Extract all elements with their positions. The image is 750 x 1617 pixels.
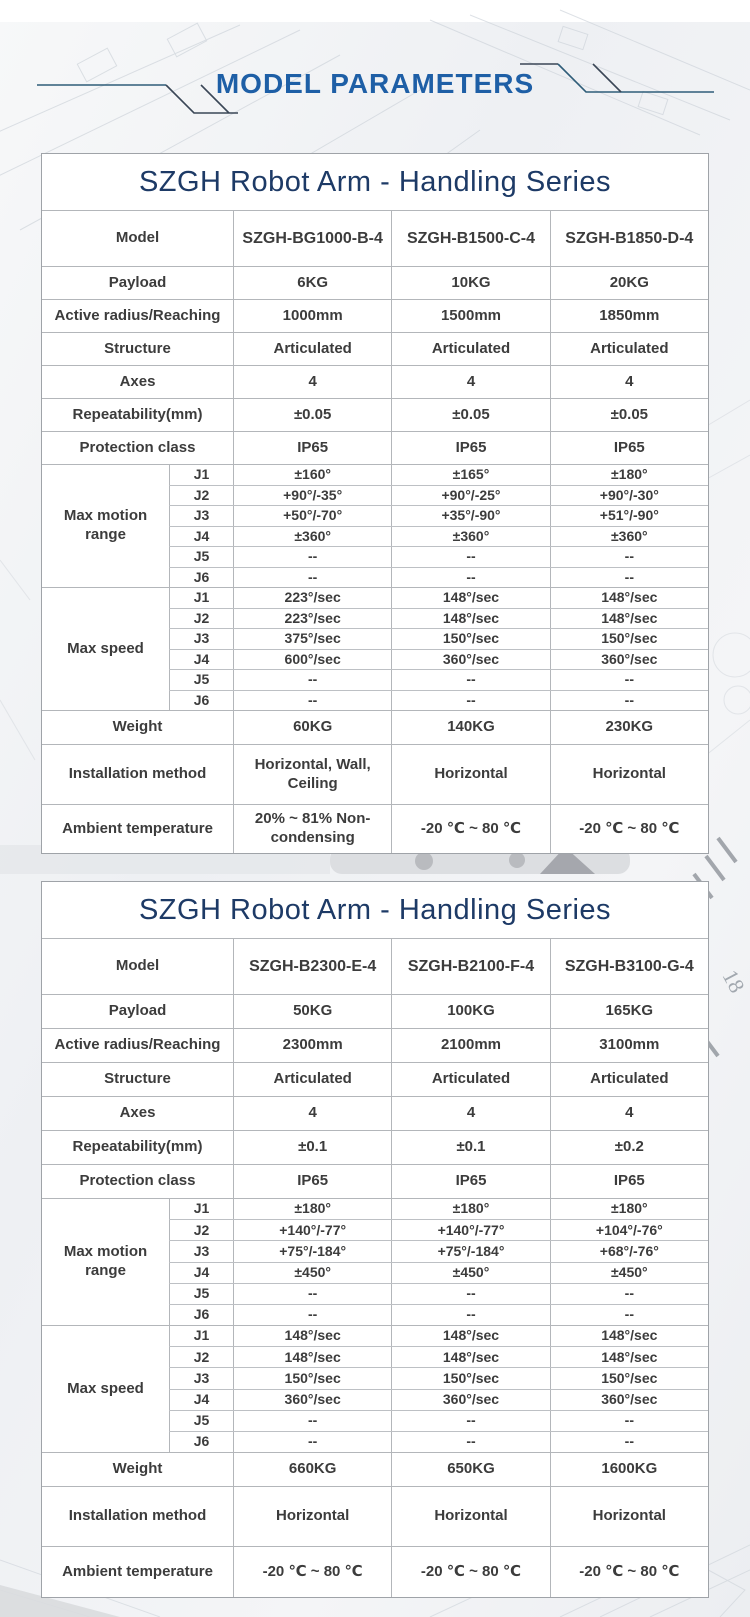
joint-name: J3 xyxy=(169,629,233,649)
joint-value: -- xyxy=(233,1284,391,1304)
row-value: 20KG xyxy=(550,267,708,299)
row-value: 6KG xyxy=(233,267,391,299)
joint-row xyxy=(169,628,708,649)
joint-value: ±160° xyxy=(233,465,391,485)
row-label: Axes xyxy=(119,372,156,390)
row-label: Weight xyxy=(112,718,163,736)
joint-value: +140°/-77° xyxy=(233,1220,391,1240)
row-value: 10KG xyxy=(391,267,549,299)
table-row xyxy=(42,1062,708,1096)
row-value: IP65 xyxy=(550,432,708,464)
joint-value: 148°/sec xyxy=(391,1347,549,1367)
row-label: Max motion range xyxy=(63,1243,148,1279)
page-title: MODEL PARAMETERS xyxy=(215,68,535,99)
joint-value: -- xyxy=(391,1284,549,1304)
row-value: 1850mm xyxy=(550,300,708,332)
row-value: Horizontal xyxy=(550,745,708,804)
joint-value: -- xyxy=(550,568,708,588)
joint-name: J1 xyxy=(169,465,233,485)
row-value: SZGH-BG1000-B-4 xyxy=(233,211,391,266)
row-value: IP65 xyxy=(233,1165,391,1198)
joint-value: -- xyxy=(550,1305,708,1325)
joint-name: J4 xyxy=(169,1263,233,1283)
table-row xyxy=(42,211,708,266)
table-title: SZGH Robot Arm - Handling Series xyxy=(42,154,708,211)
joint-value: 148°/sec xyxy=(550,609,708,629)
joint-value: 360°/sec xyxy=(391,650,549,670)
row-value: Articulated xyxy=(550,1063,708,1096)
row-value: Articulated xyxy=(550,333,708,365)
joint-value: -- xyxy=(550,547,708,567)
row-value: ±0.2 xyxy=(550,1131,708,1164)
row-label: Active radius/Reaching xyxy=(54,1036,221,1054)
joint-value: +51°/-90° xyxy=(550,506,708,526)
table-row xyxy=(42,431,708,464)
joint-row xyxy=(169,1219,708,1240)
row-label: Payload xyxy=(108,273,167,291)
joint-name: J5 xyxy=(169,1411,233,1431)
row-value: Horizontal xyxy=(391,1487,549,1546)
joint-value: -- xyxy=(233,547,391,567)
joint-row xyxy=(169,1410,708,1431)
joint-value: -- xyxy=(233,691,391,711)
joint-value: 360°/sec xyxy=(391,1390,549,1410)
joint-row xyxy=(169,567,708,588)
row-value: 660KG xyxy=(233,1453,391,1486)
row-value: 60KG xyxy=(233,711,391,744)
joint-row xyxy=(169,505,708,526)
joint-name: J6 xyxy=(169,1305,233,1325)
joint-value: 148°/sec xyxy=(391,588,549,608)
joint-name: J6 xyxy=(169,568,233,588)
row-value: SZGH-B3100-G-4 xyxy=(550,939,708,994)
row-label: Max motion range xyxy=(63,507,148,543)
row-value: 2300mm xyxy=(233,1029,391,1062)
table-row xyxy=(42,332,708,365)
row-value: ±0.1 xyxy=(233,1131,391,1164)
table-row xyxy=(42,710,708,744)
row-value: 100KG xyxy=(391,995,549,1028)
joint-value: 148°/sec xyxy=(550,1347,708,1367)
joint-value: ±165° xyxy=(391,465,549,485)
joint-value: 148°/sec xyxy=(233,1347,391,1367)
joint-value: ±180° xyxy=(233,1199,391,1219)
joint-value: +90°/-30° xyxy=(550,486,708,506)
row-label: Installation method xyxy=(68,765,207,783)
joint-value: +68°/-76° xyxy=(550,1241,708,1261)
row-value: SZGH-B1850-D-4 xyxy=(550,211,708,266)
joint-value: ±450° xyxy=(391,1263,549,1283)
row-label: Repeatability(mm) xyxy=(72,405,203,423)
joint-value: 150°/sec xyxy=(391,629,549,649)
row-value: 4 xyxy=(233,1097,391,1130)
row-value: 4 xyxy=(550,1097,708,1130)
joint-value: -- xyxy=(233,568,391,588)
row-value: 4 xyxy=(233,366,391,398)
row-value: IP65 xyxy=(391,432,549,464)
joint-value: +75°/-184° xyxy=(391,1241,549,1261)
joint-row xyxy=(169,1389,708,1410)
joint-value: -- xyxy=(233,1432,391,1452)
joint-value: -- xyxy=(233,1305,391,1325)
joint-name: J1 xyxy=(169,1199,233,1219)
joint-name: J3 xyxy=(169,506,233,526)
row-value: IP65 xyxy=(391,1165,549,1198)
joint-row xyxy=(169,1326,708,1346)
row-label: Protection class xyxy=(79,438,196,456)
row-label: Structure xyxy=(104,1070,171,1088)
table-row xyxy=(42,1486,708,1546)
joint-subrows xyxy=(169,1199,708,1325)
joint-value: ±180° xyxy=(550,465,708,485)
row-value: 2100mm xyxy=(391,1029,549,1062)
joint-value: +90°/-35° xyxy=(233,486,391,506)
table-group-row xyxy=(42,1325,708,1452)
joint-value: ±450° xyxy=(233,1263,391,1283)
joint-value: ±360° xyxy=(550,527,708,547)
joint-name: J4 xyxy=(169,650,233,670)
joint-value: 223°/sec xyxy=(233,588,391,608)
joint-value: 148°/sec xyxy=(550,588,708,608)
spec-table-handling-2 xyxy=(41,881,709,1598)
joint-value: -- xyxy=(391,1411,549,1431)
joint-row xyxy=(169,608,708,629)
joint-name: J1 xyxy=(169,588,233,608)
joint-value: -- xyxy=(391,1305,549,1325)
joint-name: J2 xyxy=(169,609,233,629)
row-value: ±0.05 xyxy=(233,399,391,431)
joint-value: -- xyxy=(550,1411,708,1431)
joint-row xyxy=(169,1240,708,1261)
joint-row xyxy=(169,526,708,547)
row-value: Articulated xyxy=(391,333,549,365)
joint-value: -- xyxy=(391,691,549,711)
joint-name: J2 xyxy=(169,486,233,506)
joint-name: J2 xyxy=(169,1347,233,1367)
joint-value: 150°/sec xyxy=(233,1368,391,1388)
joint-row xyxy=(169,1367,708,1388)
row-value: -20 ℃ ~ 80 ℃ xyxy=(550,1547,708,1597)
joint-value: 360°/sec xyxy=(550,650,708,670)
joint-row xyxy=(169,546,708,567)
table-row xyxy=(42,398,708,431)
joint-name: J3 xyxy=(169,1368,233,1388)
joint-row xyxy=(169,669,708,690)
joint-row xyxy=(169,1283,708,1304)
row-value: Horizontal xyxy=(233,1487,391,1546)
joint-value: -- xyxy=(233,670,391,690)
row-value: 650KG xyxy=(391,1453,549,1486)
joint-value: ±450° xyxy=(550,1263,708,1283)
table-rows xyxy=(42,211,708,853)
joint-row xyxy=(169,465,708,485)
joint-name: J5 xyxy=(169,670,233,690)
row-label: Payload xyxy=(108,1002,167,1020)
joint-subrows xyxy=(169,465,708,587)
table-group-row xyxy=(42,464,708,587)
joint-row xyxy=(169,1304,708,1325)
joint-value: 148°/sec xyxy=(550,1326,708,1346)
row-value: 140KG xyxy=(391,711,549,744)
row-value: -20 ℃ ~ 80 ℃ xyxy=(391,1547,549,1597)
table-row xyxy=(42,939,708,994)
joint-name: J1 xyxy=(169,1326,233,1346)
joint-name: J6 xyxy=(169,1432,233,1452)
row-value: ±0.05 xyxy=(391,399,549,431)
row-value: 1000mm xyxy=(233,300,391,332)
row-value: ±0.1 xyxy=(391,1131,549,1164)
table-row xyxy=(42,744,708,804)
row-value: 1600KG xyxy=(550,1453,708,1486)
row-value: 230KG xyxy=(550,711,708,744)
joint-value: ±360° xyxy=(391,527,549,547)
joint-value: -- xyxy=(550,691,708,711)
joint-value: 148°/sec xyxy=(391,1326,549,1346)
row-label: Axes xyxy=(119,1104,156,1122)
joint-value: +140°/-77° xyxy=(391,1220,549,1240)
table-rows xyxy=(42,939,708,1597)
joint-value: -- xyxy=(391,670,549,690)
joint-value: -- xyxy=(550,670,708,690)
joint-value: +50°/-70° xyxy=(233,506,391,526)
joint-row xyxy=(169,485,708,506)
joint-value: 375°/sec xyxy=(233,629,391,649)
joint-value: 150°/sec xyxy=(550,1368,708,1388)
row-value: 4 xyxy=(391,1097,549,1130)
row-value: -20 ℃ ~ 80 ℃ xyxy=(233,1547,391,1597)
row-label: Ambient temperature xyxy=(62,1562,213,1580)
row-label: Repeatability(mm) xyxy=(72,1138,203,1156)
row-value: IP65 xyxy=(550,1165,708,1198)
joint-row xyxy=(169,690,708,711)
row-label: Model xyxy=(115,229,160,247)
row-value: Articulated xyxy=(391,1063,549,1096)
joint-value: 223°/sec xyxy=(233,609,391,629)
joint-name: J5 xyxy=(169,1284,233,1304)
row-value: Horizontal xyxy=(391,745,549,804)
table-row xyxy=(42,1452,708,1486)
joint-name: J4 xyxy=(169,1390,233,1410)
joint-value: -- xyxy=(550,1284,708,1304)
joint-value: -- xyxy=(233,1411,391,1431)
joint-value: 360°/sec xyxy=(550,1390,708,1410)
table-row xyxy=(42,299,708,332)
joint-row xyxy=(169,1431,708,1452)
row-label: Max speed xyxy=(67,1379,144,1397)
table-row xyxy=(42,1546,708,1597)
table-row xyxy=(42,1028,708,1062)
table-row xyxy=(42,1096,708,1130)
row-value: 3100mm xyxy=(550,1029,708,1062)
row-value: Articulated xyxy=(233,1063,391,1096)
row-label: Protection class xyxy=(79,1172,196,1190)
joint-value: +90°/-25° xyxy=(391,486,549,506)
joint-name: J5 xyxy=(169,547,233,567)
joint-value: +35°/-90° xyxy=(391,506,549,526)
table-row xyxy=(42,1164,708,1198)
row-value: Articulated xyxy=(233,333,391,365)
row-value: ±0.05 xyxy=(550,399,708,431)
table-title: SZGH Robot Arm - Handling Series xyxy=(42,882,708,939)
joint-name: J2 xyxy=(169,1220,233,1240)
row-label: Max speed xyxy=(67,639,144,657)
row-label: Model xyxy=(115,957,160,975)
row-value: 1500mm xyxy=(391,300,549,332)
joint-value: 360°/sec xyxy=(233,1390,391,1410)
joint-row xyxy=(169,649,708,670)
table-group-row xyxy=(42,587,708,710)
joint-subrows xyxy=(169,1326,708,1452)
joint-value: 148°/sec xyxy=(233,1326,391,1346)
joint-value: 600°/sec xyxy=(233,650,391,670)
joint-value: -- xyxy=(391,568,549,588)
row-value: 50KG xyxy=(233,995,391,1028)
joint-value: ±360° xyxy=(233,527,391,547)
page-header xyxy=(0,0,750,122)
joint-row xyxy=(169,588,708,608)
row-value: 165KG xyxy=(550,995,708,1028)
table-row xyxy=(42,365,708,398)
row-value: -20 ℃ ~ 80 ℃ xyxy=(550,805,708,853)
joint-name: J3 xyxy=(169,1241,233,1261)
joint-value: -- xyxy=(391,1432,549,1452)
table-row xyxy=(42,266,708,299)
joint-name: J4 xyxy=(169,527,233,547)
joint-subrows xyxy=(169,588,708,710)
header-ornament xyxy=(0,0,750,130)
joint-value: 150°/sec xyxy=(391,1368,549,1388)
table-group-row xyxy=(42,1198,708,1325)
row-value: 4 xyxy=(550,366,708,398)
joint-value: ±180° xyxy=(391,1199,549,1219)
row-label: Weight xyxy=(112,1460,163,1478)
row-value: IP65 xyxy=(233,432,391,464)
joint-value: 150°/sec xyxy=(550,629,708,649)
joint-row xyxy=(169,1262,708,1283)
joint-value: ±180° xyxy=(550,1199,708,1219)
table-row xyxy=(42,994,708,1028)
row-value: SZGH-B2100-F-4 xyxy=(391,939,549,994)
row-label: Active radius/Reaching xyxy=(54,306,221,324)
row-value: Horizontal xyxy=(550,1487,708,1546)
row-value: 20% ~ 81% Non-condensing xyxy=(233,805,391,853)
row-value: SZGH-B1500-C-4 xyxy=(391,211,549,266)
joint-value: +104°/-76° xyxy=(550,1220,708,1240)
row-label: Ambient temperature xyxy=(62,819,213,837)
row-value: -20 ℃ ~ 80 ℃ xyxy=(391,805,549,853)
joint-value: -- xyxy=(550,1432,708,1452)
joint-value: +75°/-184° xyxy=(233,1241,391,1261)
spec-table-handling-1 xyxy=(41,153,709,854)
table-row xyxy=(42,1130,708,1164)
row-label: Structure xyxy=(104,339,171,357)
row-value: SZGH-B2300-E-4 xyxy=(233,939,391,994)
row-label: Installation method xyxy=(68,1507,207,1525)
joint-row xyxy=(169,1199,708,1219)
row-value: 4 xyxy=(391,366,549,398)
table-row xyxy=(42,804,708,853)
row-value: Horizontal, Wall, Ceiling xyxy=(233,745,391,804)
joint-value: -- xyxy=(391,547,549,567)
sketch-number: 18 xyxy=(717,965,750,997)
joint-name: J6 xyxy=(169,691,233,711)
joint-value: 148°/sec xyxy=(391,609,549,629)
joint-row xyxy=(169,1346,708,1367)
